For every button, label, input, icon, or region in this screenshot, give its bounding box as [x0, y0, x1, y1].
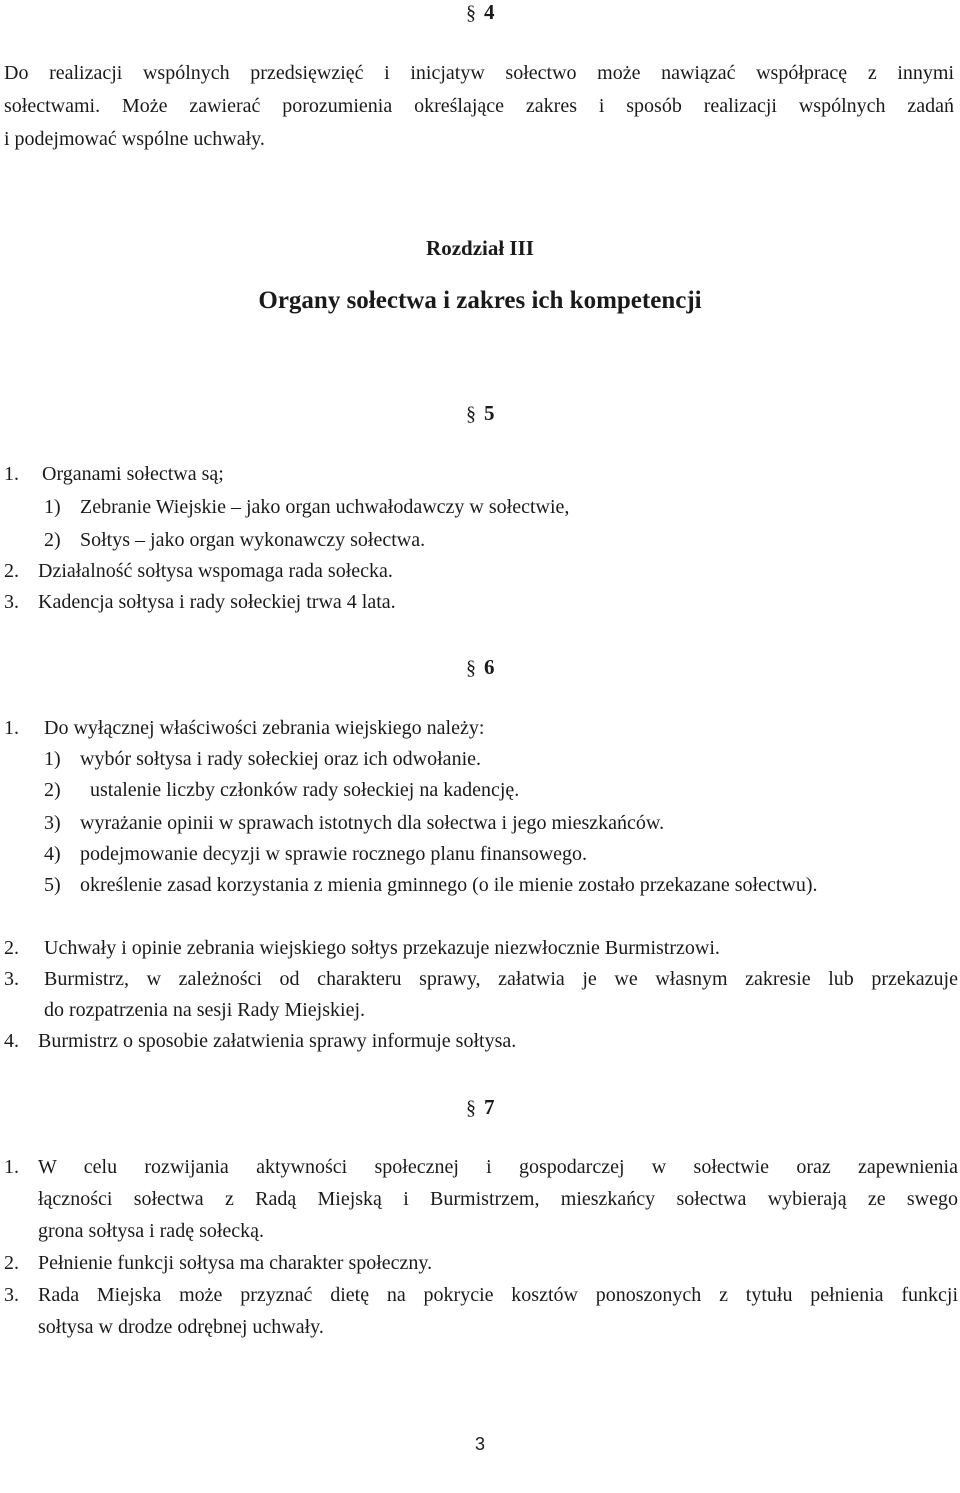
page-number: 3	[474, 1434, 485, 1454]
list-item	[44, 843, 587, 866]
item-text: Organami sołectwa są;	[42, 463, 224, 485]
item-text: Kadencja sołtysa i rady sołeckiej trwa 4 lata.	[38, 591, 396, 613]
section-symbol: §	[466, 403, 476, 425]
section-number: 5	[484, 401, 495, 425]
item-text: W celu rozwijania aktywności społecznej i gospodarczej w sołectwie oraz zapewnienia	[38, 1156, 958, 1178]
item-number: 2)	[44, 779, 61, 801]
item-text: Pełnienie funkcji sołtysa ma charakter społeczny.	[38, 1252, 433, 1274]
chapter-title: Rozdział III	[426, 236, 534, 260]
item-continuation: grona sołtysa i radę sołecką.	[38, 1220, 265, 1242]
list-item	[4, 937, 720, 960]
item-text: Działalność sołtysa wspomaga rada sołecka.	[38, 560, 393, 582]
item-number: 4)	[44, 843, 61, 865]
item-number: 5)	[44, 874, 61, 896]
item-text: podejmowanie decyzji w sprawie rocznego planu finansowego.	[80, 843, 588, 865]
item-number: 2.	[4, 1252, 19, 1274]
item-continuation: sołtysa w drodze odrębnej uchwały.	[38, 1316, 324, 1338]
item-number: 3.	[4, 1284, 19, 1306]
item-text: określenie zasad korzystania z mienia gminnego (o ile mienie zostało przekazane sołectwu).	[80, 874, 818, 896]
item-text: Sołtys – jako organ wykonawczy sołectwa.	[80, 529, 426, 551]
list-item	[4, 463, 224, 486]
item-text: Zebranie Wiejskie – jako organ uchwałodawczy w sołectwie,	[80, 496, 570, 518]
item-text: Rada Miejska może przyznać dietę na pokrycie kosztów ponoszonych z tytułu pełnienia funkcji	[38, 1284, 958, 1306]
item-number: 4.	[4, 1030, 19, 1052]
item-continuation-line	[38, 1188, 958, 1211]
list-item	[44, 529, 425, 552]
item-number: 3)	[44, 812, 61, 834]
intro-line-1: Do realizacji wspólnych przedsięwzięć i inicjatyw sołectwo może nawiązać współpracę z innymi	[4, 62, 954, 84]
item-text: Do wyłącznej właściwości zebrania wiejskiego należy:	[44, 717, 485, 739]
item-number: 2.	[4, 937, 19, 959]
list-item	[44, 748, 481, 771]
list-item	[4, 591, 396, 614]
list-item	[4, 560, 393, 583]
item-number: 1.	[4, 463, 19, 485]
list-item	[44, 779, 519, 802]
section-number: 4	[484, 0, 495, 24]
list-item	[4, 1030, 516, 1053]
item-text: wyrażanie opinii w sprawach istotnych dla sołectwa i jego mieszkańców.	[80, 812, 665, 834]
section-number: 6	[484, 655, 495, 679]
section-symbol: §	[466, 2, 476, 24]
chapter-subtitle: Organy sołectwa i zakres ich kompetencji	[258, 287, 702, 314]
section-number: 7	[484, 1095, 495, 1119]
intro-line-2: sołectwami. Może zawierać porozumienia określające zakres i sposób realizacji wspólnych zadań	[4, 95, 954, 117]
section-heading-5	[466, 401, 495, 426]
item-number: 1.	[4, 717, 19, 739]
list-item	[44, 812, 664, 835]
item-text: wybór sołtysa i rady sołeckiej oraz ich odwołanie.	[80, 748, 481, 770]
item-number: 2.	[4, 560, 19, 582]
item-text: ustalenie liczby członków rady sołeckiej na kadencję.	[90, 779, 520, 801]
item-text: łączności sołectwa z Radą Miejską i Burmistrzem, mieszkańcy sołectwa wybierają ze swego	[38, 1188, 958, 1210]
item-continuation: do rozpatrzenia na sesji Rady Miejskiej.	[44, 999, 366, 1021]
list-item	[4, 717, 484, 740]
section-heading-4	[466, 0, 495, 25]
list-item	[4, 1252, 432, 1275]
section-symbol: §	[466, 657, 476, 679]
intro-line-3: i podejmować wspólne uchwały.	[4, 128, 265, 150]
section-heading-7	[466, 1095, 495, 1120]
list-item	[44, 874, 817, 897]
item-text: Uchwały i opinie zebrania wiejskiego sołtys przekazuje niezwłocznie Burmistrzowi.	[44, 937, 720, 959]
item-number: 1.	[4, 1156, 19, 1178]
item-text: Burmistrz, w zależności od charakteru sprawy, załatwia je we własnym zakresie lub przekazuje	[44, 968, 958, 990]
section-symbol: §	[466, 1097, 476, 1119]
item-number: 1)	[44, 496, 61, 518]
item-number: 3.	[4, 591, 19, 613]
list-item	[44, 496, 569, 519]
item-number: 2)	[44, 529, 61, 551]
item-number: 3.	[4, 968, 19, 990]
section-heading-6	[466, 655, 495, 680]
item-text: Burmistrz o sposobie załatwienia sprawy informuje sołtysa.	[38, 1030, 517, 1052]
item-number: 1)	[44, 748, 61, 770]
